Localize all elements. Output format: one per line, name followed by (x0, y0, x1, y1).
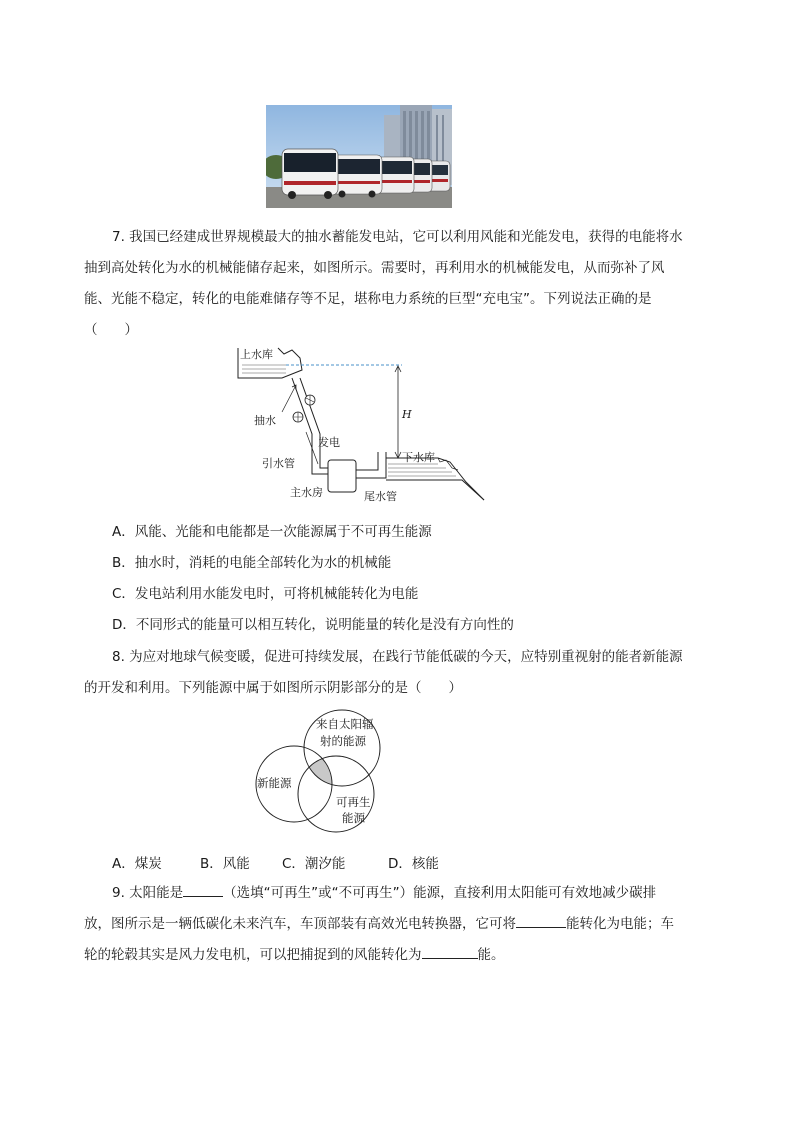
q9-text-1a: 9. 太阳能是 (112, 885, 184, 901)
tail-pipe-label: 尾水管 (364, 490, 397, 503)
q7-line-1: 7. 我国已经建成世界规模最大的抽水蓄能发电站，它可以利用风能和光能发电，获得的电能将水 (112, 229, 683, 245)
q9-blank-1[interactable] (183, 882, 223, 897)
q8-line-2: 的开发和利用。下列能源中属于如图所示阴影部分的是（ ） (84, 680, 462, 696)
buses-photo (266, 105, 452, 208)
lower-reservoir-label: 下水库 (402, 451, 435, 464)
q9-text-3a: 轮的轮毂其实是风力发电机，可以把捕捉到的风能转化为 (84, 947, 422, 963)
q8-option-d[interactable]: D．核能 (388, 856, 439, 872)
venn-right-label-1: 可再生 (336, 795, 371, 809)
venn-left-label: 新能源 (257, 776, 292, 790)
q9-text-3b: 能。 (477, 947, 505, 963)
question-9-stem (84, 878, 724, 971)
q9-line-2 (84, 909, 724, 940)
q7-option-b[interactable]: B．抽水时，消耗的电能全部转化为水的机械能 (112, 555, 392, 571)
q7-line-3: 能、光能不稳定，转化的电能难储存等不足，堪称电力系统的巨型“充电宝”。下列说法正确的是 (84, 291, 652, 307)
q9-text-2b: 能转化为电能；车 (566, 916, 674, 932)
pump-label: 抽水 (254, 414, 276, 427)
q7-option-c[interactable]: C．发电站利用水能发电时，可将机械能转化为电能 (112, 586, 419, 602)
venn-top-label-1: 来自太阳辐 (316, 717, 374, 731)
question-8-stem (84, 642, 724, 704)
powerhouse-label: 主水房 (290, 486, 323, 499)
q9-text-1b: （选填“可再生”或“不可再生”）能源，直接利用太阳能可有效地减少碳排 (223, 885, 657, 901)
q9-blank-3[interactable] (422, 944, 478, 959)
pumped-storage-diagram (226, 340, 496, 510)
venn-top-label-2: 射的能源 (320, 734, 366, 748)
q8-option-c[interactable]: C．潮汐能 (282, 856, 346, 872)
height-label: H (402, 408, 412, 421)
q8-option-b[interactable]: B．风能 (200, 856, 250, 872)
q9-line-3 (84, 940, 724, 971)
q7-option-d[interactable]: D．不同形式的能量可以相互转化，说明能量的转化是没有方向性的 (112, 617, 514, 633)
generate-label: 发电 (318, 436, 340, 449)
venn-right-label-2: 能源 (342, 811, 365, 825)
q8-options (112, 852, 439, 872)
q7-line-2: 抽到高处转化为水的机械能储存起来，如图所示。需要时，再利用水的机械能发电，从而弥补了风 (84, 260, 665, 276)
q7-line-4: （ ） (84, 322, 138, 338)
intake-pipe-label: 引水管 (262, 457, 295, 470)
q8-line-1: 8. 为应对地球气候变暖，促进可持续发展，在践行节能低碳的今天，应特别重视射的能者新能源 (112, 649, 683, 665)
venn-diagram (248, 708, 408, 840)
q8-option-a[interactable]: A．煤炭 (112, 856, 162, 872)
upper-reservoir-label: 上水库 (240, 348, 273, 361)
q7-option-a[interactable]: A．风能、光能和电能都是一次能源属于不可再生能源 (112, 524, 432, 540)
q9-line-1 (84, 878, 724, 909)
q9-blank-2[interactable] (516, 913, 566, 928)
q9-text-2a: 放，图所示是一辆低碳化未来汽车，车顶部装有高效光电转换器，它可将 (84, 916, 516, 932)
question-7-stem (84, 222, 724, 346)
